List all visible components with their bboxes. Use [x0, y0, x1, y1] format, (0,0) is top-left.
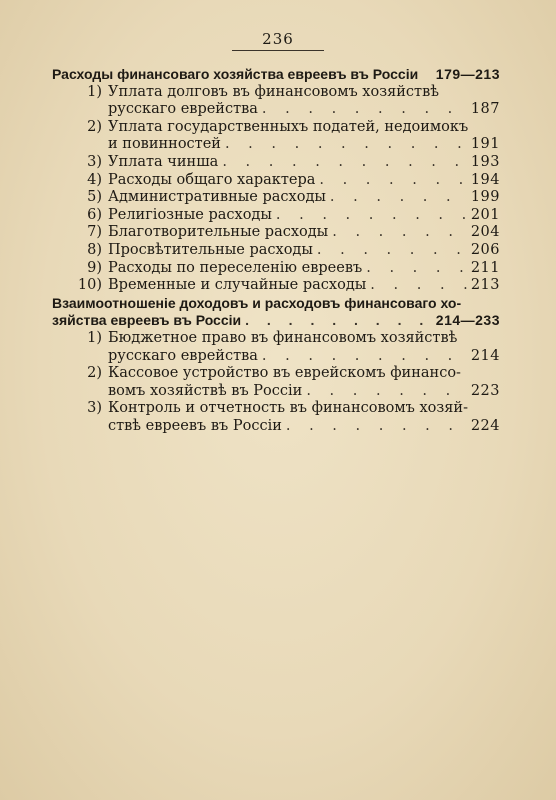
- entry-number: 3): [87, 400, 102, 417]
- entry-title: Уплата государственныхъ податей, недоимокъ: [108, 118, 469, 135]
- leader-dots: [306, 383, 466, 401]
- entry-title: русскаго еврейства: [108, 101, 258, 118]
- entry-title: Бюджетное право въ финансовомъ хозяйствѣ: [108, 329, 458, 346]
- toc-entry: [52, 365, 500, 400]
- section-heading-line: [52, 66, 500, 84]
- entry-title: Уплата чинша: [108, 153, 219, 170]
- toc-entry: [52, 242, 500, 260]
- entry-number: 6): [87, 206, 102, 223]
- entry-title: Расходы общаго характера: [108, 171, 316, 188]
- leader-dots: [332, 224, 467, 242]
- entry-number: 3): [87, 153, 102, 170]
- entry-number: 7): [87, 224, 102, 241]
- entry-number: 2): [87, 365, 102, 382]
- entry-number: 9): [87, 259, 102, 276]
- entry-page: 201: [470, 206, 500, 223]
- leader-dots: [276, 207, 467, 225]
- entry-page: 206: [470, 241, 500, 258]
- toc-entry: [52, 189, 500, 207]
- entry-page: 211: [470, 259, 500, 276]
- entry-title: и повинностей: [108, 136, 221, 153]
- toc-entry: [52, 400, 500, 435]
- toc-entry-line: [52, 119, 500, 137]
- section-title: Расходы финансоваго хозяйства евреевъ въ Россіи: [52, 66, 419, 82]
- toc-entry-line: [52, 84, 500, 102]
- toc-entry-line: [52, 418, 500, 436]
- entry-title: Просвѣтительные расходы: [108, 241, 313, 258]
- leader-dots: [222, 154, 466, 172]
- entry-title: Уплата долговъ въ финансовомъ хозяйствѣ: [108, 83, 439, 100]
- leader-dots: [262, 101, 467, 119]
- entry-title: Контроль и отчетность въ финансовомъ хозяй-: [108, 400, 468, 417]
- leader-dots: [370, 277, 467, 295]
- toc-entry: [52, 260, 500, 278]
- entry-page: 194: [470, 171, 500, 188]
- entry-page: 224: [470, 417, 500, 434]
- toc-entry-line: [52, 365, 500, 383]
- table-of-contents: [52, 66, 500, 435]
- page-number: 236: [262, 30, 294, 48]
- toc-entry-line: [52, 383, 500, 401]
- toc-entry: [52, 207, 500, 225]
- toc-entry-line: [52, 242, 500, 260]
- toc-entry-line: [52, 154, 500, 172]
- entry-number: 8): [87, 241, 102, 258]
- toc-entry-line: [52, 224, 500, 242]
- leader-dots: [245, 312, 432, 330]
- leader-dots: [317, 242, 467, 260]
- entry-title: Расходы по переселенію евреевъ: [108, 259, 363, 276]
- toc-entry-line: [52, 330, 500, 348]
- entry-title: Административные расходы: [108, 189, 326, 206]
- entry-title: Временные и случайные расходы: [108, 277, 367, 294]
- entry-title: русскаго еврейства: [108, 347, 258, 364]
- toc-entry: [52, 119, 500, 154]
- section-heading: [52, 66, 500, 84]
- entry-page: 213: [470, 277, 500, 294]
- toc-entry: [52, 277, 500, 295]
- toc-entry-line: [52, 277, 500, 295]
- entry-number: 2): [87, 118, 102, 135]
- entry-page: 187: [470, 101, 500, 118]
- section-pages: 179—213: [435, 66, 500, 82]
- entry-number: 10): [77, 277, 102, 294]
- entry-title: Кассовое устройство въ еврейскомъ финансо-: [108, 365, 461, 382]
- entry-title: вомъ хозяйствѣ въ Россіи: [108, 382, 303, 399]
- section-heading-line: [52, 295, 500, 313]
- entry-title: Религіозные расходы: [108, 206, 272, 223]
- toc-entry-line: [52, 207, 500, 225]
- toc-entry-line: [52, 260, 500, 278]
- entry-number: 4): [87, 171, 102, 188]
- entry-page: 193: [470, 153, 500, 170]
- header-rule: [232, 50, 324, 51]
- entry-page: 214: [470, 347, 500, 364]
- toc-entry: [52, 172, 500, 190]
- section-title: Взаимоотношеніе доходовъ и расходовъ финансоваго хо-: [52, 294, 462, 311]
- toc-entry: [52, 224, 500, 242]
- leader-dots: [262, 348, 467, 366]
- entry-page: 223: [470, 382, 500, 399]
- entry-title: ствѣ евреевъ въ Россіи: [108, 417, 282, 434]
- entry-page: 191: [470, 136, 500, 153]
- toc-entry-line: [52, 101, 500, 119]
- toc-entry: [52, 154, 500, 172]
- toc-entry: [52, 84, 500, 119]
- show-through-text: [40, 440, 510, 780]
- toc-entry-line: [52, 400, 500, 418]
- toc-entry: [52, 330, 500, 365]
- entry-number: 1): [87, 83, 102, 100]
- toc-entry-line: [52, 189, 500, 207]
- leader-dots: [330, 189, 467, 207]
- leader-dots: [366, 260, 467, 278]
- entry-number: 1): [87, 329, 102, 346]
- leader-dots: [225, 136, 467, 154]
- section-heading-line: [52, 312, 500, 330]
- section-pages: 214—233: [435, 312, 500, 329]
- entry-number: 5): [87, 189, 102, 206]
- leader-dots: [319, 172, 466, 190]
- toc-entry-line: [52, 348, 500, 366]
- entry-title: Благотворительные расходы: [108, 224, 329, 241]
- toc-entry-line: [52, 136, 500, 154]
- entry-page: 204: [470, 224, 500, 241]
- section-title: зяйства евреевъ въ Россіи: [52, 312, 242, 329]
- section-heading: [52, 295, 500, 330]
- leader-dots: [286, 418, 467, 436]
- entry-page: 199: [470, 189, 500, 206]
- toc-entry-line: [52, 172, 500, 190]
